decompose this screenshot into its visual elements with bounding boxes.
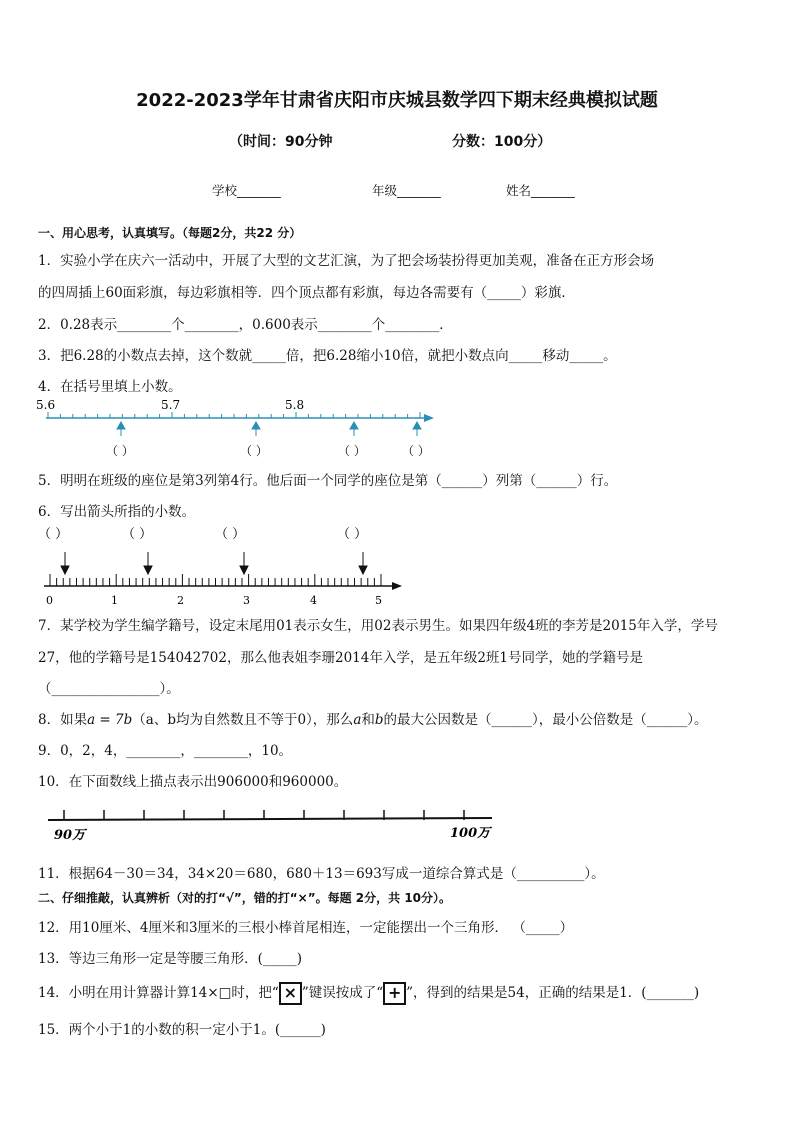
q6-number-line (34, 522, 414, 608)
q10-number-line (40, 802, 500, 844)
q4-label-0: 5.6 (36, 398, 56, 412)
question-7-line-1: 7．某学校为学生编学籍号，设定末尾用01表示女生，用02表示男生。如果四年级4班的李芳是2015年入学，学号 (38, 618, 718, 634)
arrow-down-icon (61, 566, 69, 574)
section-1-heading: 一、用心思考，认真填写。（每题2分，共22 分） (38, 226, 302, 240)
q4-axis-arrow-icon (424, 414, 434, 422)
arrow-up-icon (117, 422, 125, 429)
q6-blank-3[interactable]: （ ） (215, 527, 246, 542)
q6-label-4: 4 (310, 594, 317, 607)
section-2-heading: 二、仔细推敲，认真辨析（对的打“√”，错的打“×”。每题 2分，共 10分）。 (38, 891, 452, 905)
exam-time: （时间：90分钟 (229, 134, 333, 150)
question-11: 11．根据64－30＝34，34×20＝680，680＋13＝693写成一道综合算式是（__________）。 (38, 866, 605, 882)
question-4: 4．在括号里填上小数。 (38, 379, 182, 395)
q4-blank-2[interactable]: （ ） (240, 444, 268, 458)
q6-blank-1[interactable]: （ ） (38, 527, 69, 542)
question-7-line-2: 27，他的学籍号是154042702，那么他表姐李珊2014年入学，是五年级2班1号同学，她的学籍号是 (38, 650, 644, 666)
question-7-line-3: （________________）。 (38, 681, 180, 697)
question-14: 14．小明在用计算器计算14×□时，把“ × ”键误按成了“ + ”，得到的结果是54，正确的结果是1．(_______) (38, 981, 699, 1005)
q6-axis-arrow-icon (392, 582, 402, 590)
arrow-up-icon (350, 422, 358, 429)
school-field[interactable]: 学校_______ (212, 183, 281, 198)
q6-blank-2[interactable]: （ ） (122, 527, 153, 542)
question-5: 5．明明在班级的座位是第3列第4行。他后面一个同学的座位是第（______）列第（______）行。 (38, 473, 618, 489)
q4-label-1: 5.7 (161, 398, 181, 412)
q4-number-line (34, 396, 444, 460)
question-9: 9．0，2，4，________，________，10。 (38, 743, 293, 759)
grade-field[interactable]: 年级_______ (372, 183, 441, 198)
q4-blank-3[interactable]: （ ） (338, 444, 366, 458)
question-15: 15．两个小于1的小数的积一定小于1。(______) (38, 1022, 326, 1038)
q6-pointer-arrows (61, 552, 367, 574)
question-1-line-2: 的四周插上60面彩旗，每边彩旗相等．四个顶点都有彩旗，每边各需要有（_____）彩旗． (38, 285, 575, 301)
q10-label-right: 100万 (450, 826, 491, 841)
question-1-line-1: 1．实验小学在庆六一活动中，开展了大型的文艺汇演，为了把会场装扮得更加美观，准备在正方形会场 (38, 253, 655, 269)
name-field[interactable]: 姓名_______ (506, 183, 575, 198)
q6-label-2: 2 (177, 594, 184, 607)
q6-label-1: 1 (111, 594, 118, 607)
question-8: 8．如果a = 7b（a、b均为自然数且不等于0），那么a和b的最大公因数是（______），最小公倍数是（______）。 (38, 712, 708, 728)
arrow-down-icon (144, 566, 152, 574)
q6-label-0: 0 (46, 594, 53, 607)
question-12: 12．用10厘米、4厘米和3厘米的三根小棒首尾相连，一定能摆出一个三角形． （_____） (38, 920, 574, 936)
q6-label-5: 5 (375, 594, 382, 607)
question-13: 13．等边三角形一定是等腰三角形．(_____) (38, 951, 302, 967)
q4-blank-4[interactable]: （ ） (402, 444, 430, 458)
question-6: 6．写出箭头所指的小数。 (38, 504, 196, 520)
page-title: 2022-2023学年甘肃省庆阳市庆城县数学四下期末经典模拟试题 (136, 90, 658, 111)
arrow-down-icon (359, 566, 367, 574)
question-10: 10．在下面数线上描点表示出906000和960000。 (38, 774, 348, 790)
q4-blank-1[interactable]: （ ） (106, 444, 134, 458)
times-key-icon: × (279, 982, 302, 1005)
q6-label-3: 3 (243, 594, 250, 607)
question-2: 2．0.28表示________个________，0.600表示________个________． (38, 317, 453, 333)
arrow-up-icon (252, 422, 260, 429)
question-3: 3．把6.28的小数点去掉，这个数就_____倍，把6.28缩小10倍，就把小数点向_____移动_____。 (38, 348, 617, 364)
q4-pointer-arrows (117, 422, 421, 436)
plus-key-icon: + (383, 982, 406, 1005)
q10-axis (48, 818, 492, 820)
arrow-up-icon (413, 422, 421, 429)
q6-blank-4[interactable]: （ ） (337, 527, 368, 542)
arrow-down-icon (240, 566, 248, 574)
exam-score: 分数：100分） (452, 134, 552, 150)
q10-label-left: 90万 (54, 828, 86, 843)
q4-label-2: 5.8 (285, 398, 305, 412)
equation: a = 7b (87, 712, 133, 728)
